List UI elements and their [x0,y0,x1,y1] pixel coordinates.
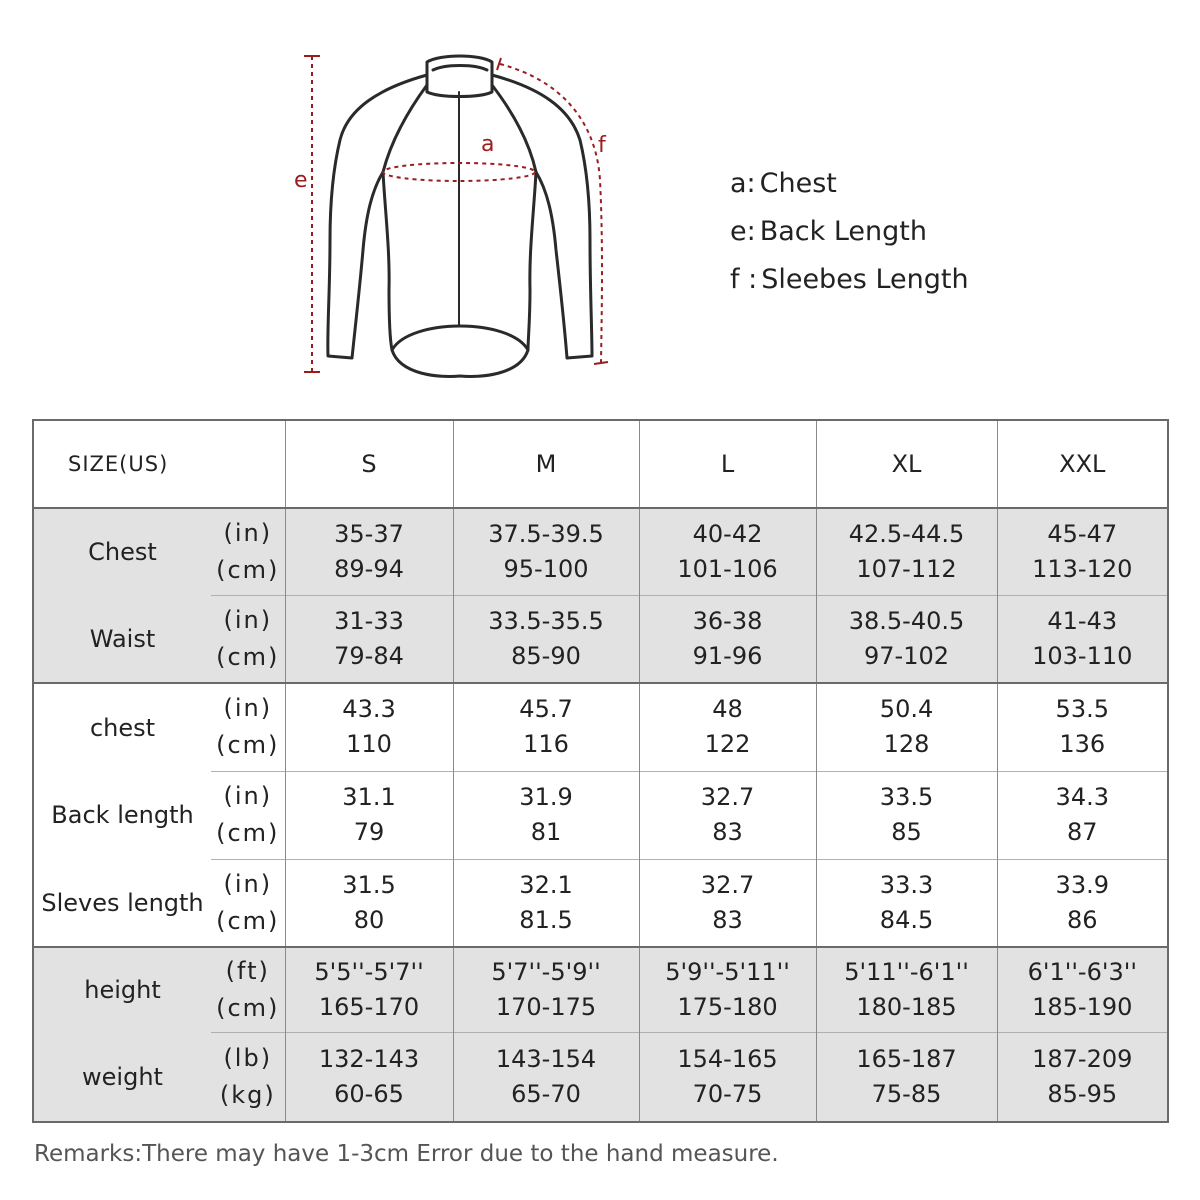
table-row [33,683,1168,771]
measure-label: Waist [89,624,156,653]
table-row [33,595,1168,683]
cell-value: 79 [353,818,385,846]
cell-value: 60-65 [334,1079,404,1108]
cell-value: 95-100 [503,554,589,583]
cell-value: 97-102 [864,641,950,670]
unit-text: (kg) [219,1080,276,1109]
cell-value: 136 [1059,730,1106,759]
size-cell-xl [816,947,997,1032]
measure-label-a: a [481,132,495,157]
unit-text: (cm) [216,555,280,584]
size-cell-xl [816,508,997,595]
cell-value: 84.5 [879,905,934,934]
size-cell-m [453,771,639,859]
measure-label: Back length [51,801,194,829]
cell-value: 6'1''-6'3'' [1027,957,1137,986]
size-cell-s [285,771,453,859]
size-cell-m [453,683,639,771]
size-cell-s [285,508,453,595]
unit-label [211,859,285,947]
legend-text: Sleebes Length [761,264,969,295]
cell-value: 83 [712,818,743,846]
cell-value: 43.3 [342,695,396,724]
cell-value: 31.5 [342,870,396,899]
cell-value: 75-85 [871,1079,942,1108]
cell-value: 85 [891,818,922,846]
size-cell-s [285,1032,453,1122]
size-cell-l [639,947,816,1032]
cell-value: 107-112 [856,554,957,583]
cell-value: 5'11''-6'1'' [844,957,969,986]
cell-value: 32.7 [700,870,755,899]
unit-text: (lb) [223,1043,273,1072]
size-cell-xl [816,771,997,859]
unit-text: (ft) [225,956,270,985]
size-header-xxl: XXL [997,420,1168,508]
measure-label: weight [82,1062,163,1091]
unit-text: (in) [223,605,273,634]
cell-value: 33.5 [879,783,934,811]
cell-value: 33.9 [1055,870,1109,899]
cell-value: 103-110 [1032,641,1133,670]
size-cell-l [639,508,816,595]
measure-label: height [33,947,211,1032]
cell-value: 87 [1066,818,1098,846]
size-header-s: S [285,420,453,508]
cell-value: 32.1 [519,870,573,899]
unit-text: (cm) [216,906,280,935]
cell-value: 31-33 [334,606,404,635]
measurement-legend [730,160,969,304]
cell-value: 89-94 [334,554,404,583]
legend-key: e: [730,216,756,247]
unit-label [211,1032,285,1122]
size-cell-m [453,508,639,595]
cell-value: 32.7 [700,783,755,811]
cell-value: 31.1 [342,783,396,811]
cell-value: 180-185 [856,992,957,1021]
cell-value: 122 [704,730,751,759]
legend-item-sleeves-length [730,256,969,304]
cell-value: 33.3 [879,870,934,899]
cell-value: 45.7 [519,695,573,724]
size-chart-table [32,419,1169,1123]
cell-value: 48 [712,695,743,724]
unit-text: (in) [223,694,273,723]
cell-value: 143-154 [495,1044,597,1073]
table-row [33,947,1168,1032]
unit-text: (in) [223,869,273,898]
size-cell-m [453,1032,639,1122]
size-cell-s [285,859,453,947]
table-row [33,1032,1168,1122]
cell-value: 170-175 [495,992,597,1021]
table-row [33,859,1168,947]
table-row [33,771,1168,859]
cell-value: 113-120 [1032,554,1133,583]
measure-label: Chest [33,508,211,595]
size-header-row [33,420,1168,508]
measure-label: Sleves length [41,888,204,917]
cell-value: 45-47 [1047,519,1118,548]
cell-value: 86 [1066,905,1098,934]
cell-value: 154-165 [677,1044,778,1073]
unit-label [211,683,285,771]
cell-value: 81.5 [519,905,573,934]
cell-value: 80 [353,905,385,934]
cell-value: 42.5-44.5 [848,519,965,548]
cell-value: 36-38 [692,606,763,635]
unit-text: (cm) [216,819,280,847]
unit-text: (cm) [216,731,280,760]
cell-value: 128 [883,730,930,759]
size-us-header: SIZE(US) [68,452,169,476]
legend-item-back-length [730,208,969,256]
cell-value: 165-187 [856,1044,957,1073]
size-cell-l [639,683,816,771]
jersey-measurement-diagram [0,0,1200,400]
size-cell-xxl [997,683,1168,771]
cell-value: 132-143 [318,1044,420,1073]
legend-text: Back Length [759,216,927,247]
unit-text: (cm) [216,993,280,1022]
size-cell-s [285,595,453,683]
legend-text: Chest [759,168,837,199]
cell-value: 41-43 [1047,606,1118,635]
size-cell-xl [816,683,997,771]
measure-label-e: e [294,168,308,193]
remarks-note: Remarks:There may have 1-3cm Error due to the hand measure. [34,1141,779,1167]
cell-value: 5'9''-5'11'' [665,957,790,986]
cell-value: 85-90 [511,641,581,670]
cell-value: 33.5-35.5 [488,606,604,635]
unit-text: (in) [223,518,273,547]
size-header-xl: XL [816,420,997,508]
unit-label [211,508,285,595]
unit-text: (cm) [216,642,280,671]
cell-value: 187-209 [1032,1044,1133,1073]
cell-value: 35-37 [334,519,404,548]
size-cell-xxl [997,595,1168,683]
size-cell-xxl [997,947,1168,1032]
size-cell-l [639,595,816,683]
measure-label-f: f [598,133,606,158]
cell-value: 91-96 [692,641,763,670]
size-header-m: M [453,420,639,508]
cell-value: 165-170 [318,992,420,1021]
cell-value: 50.4 [879,695,934,724]
jersey-icon [328,56,592,377]
size-cell-l [639,1032,816,1122]
size-cell-xxl [997,1032,1168,1122]
cell-value: 175-180 [677,992,778,1021]
cell-value: 5'7''-5'9'' [491,957,601,986]
size-cell-m [453,947,639,1032]
unit-label [211,771,285,859]
cell-value: 81 [530,818,562,846]
cell-value: 65-70 [511,1079,581,1108]
cell-value: 185-190 [1032,992,1133,1021]
cell-value: 34.3 [1055,783,1109,811]
back-length-measure-line [304,56,320,372]
size-cell-s [285,683,453,771]
cell-value: 5'5''-5'7'' [314,957,424,986]
size-cell-l [639,771,816,859]
unit-text: (in) [223,782,273,810]
unit-label [211,595,285,683]
cell-value: 38.5-40.5 [848,606,965,635]
size-cell-xxl [997,859,1168,947]
cell-value: 79-84 [334,641,404,670]
cell-value: 83 [712,905,743,934]
cell-value: 40-42 [692,519,763,548]
cell-value: 37.5-39.5 [488,519,604,548]
cell-value: 85-95 [1047,1079,1118,1108]
size-cell-xxl [997,771,1168,859]
size-cell-xl [816,595,997,683]
cell-value: 31.9 [519,783,573,811]
size-header-l: L [639,420,816,508]
cell-value: 101-106 [677,554,778,583]
size-cell-xl [816,859,997,947]
unit-label [211,947,285,1032]
size-cell-xl [816,1032,997,1122]
table-row [33,508,1168,595]
cell-value: 53.5 [1055,695,1109,724]
size-cell-l [639,859,816,947]
size-cell-m [453,859,639,947]
legend-item-chest [730,160,969,208]
legend-key: a: [730,168,756,199]
legend-key: f : [730,264,758,295]
size-cell-xxl [997,508,1168,595]
cell-value: 70-75 [692,1079,763,1108]
size-cell-m [453,595,639,683]
cell-value: 110 [346,730,392,759]
size-cell-s [285,947,453,1032]
measure-label: chest [33,683,211,771]
cell-value: 116 [523,730,569,759]
